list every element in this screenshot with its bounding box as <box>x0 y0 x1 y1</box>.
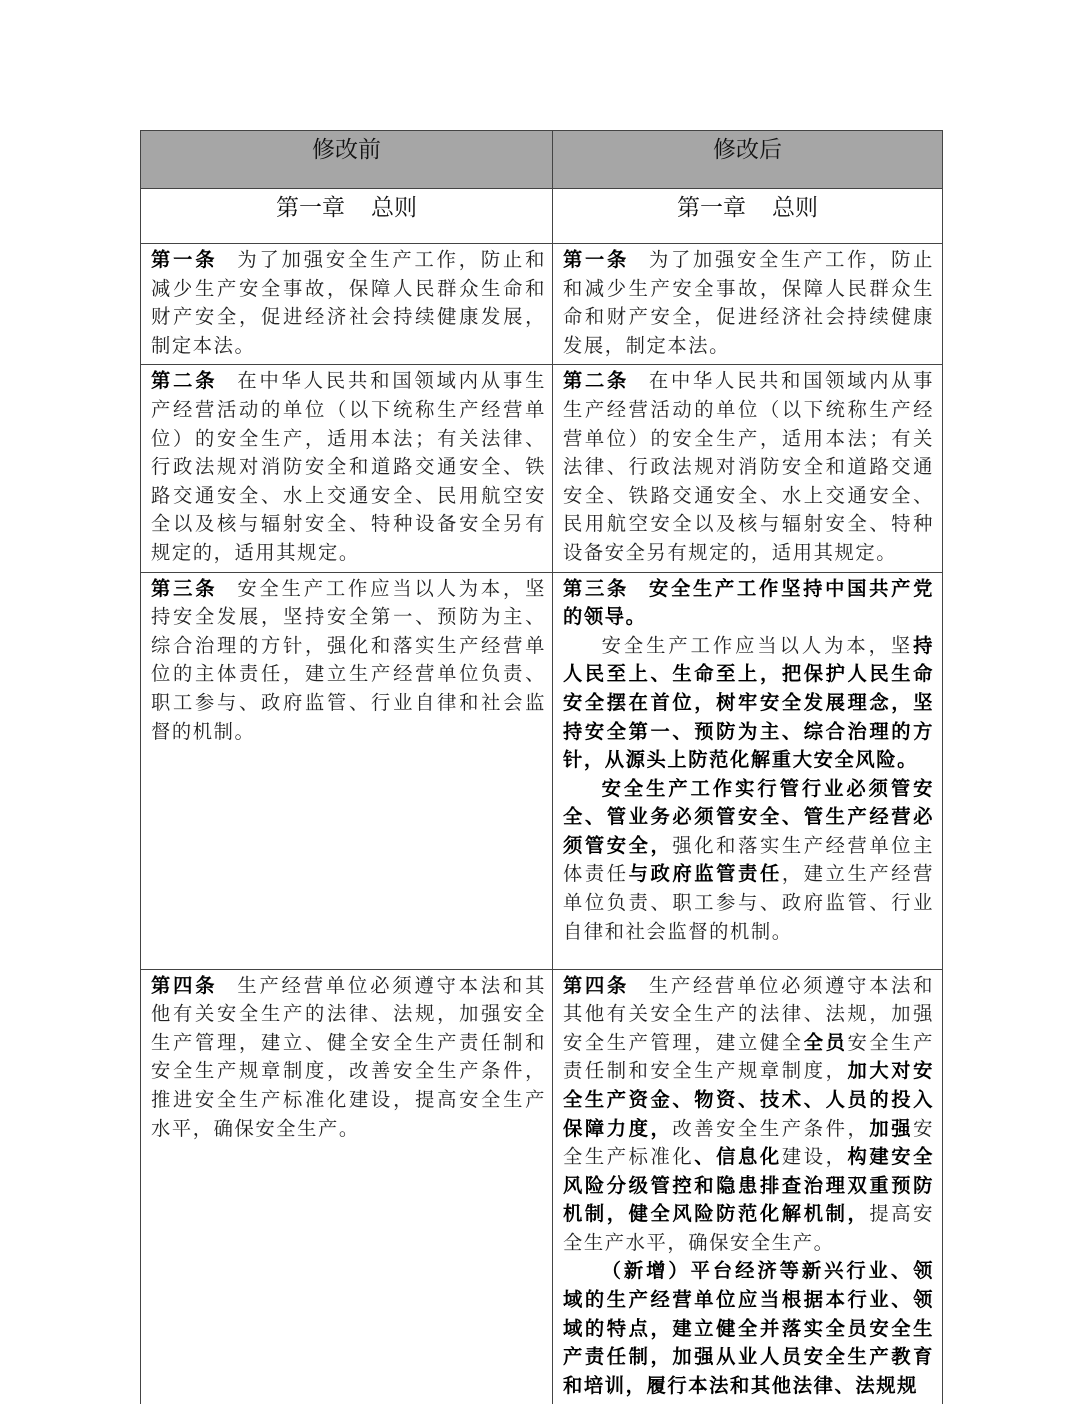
added-text: 全员 <box>803 1030 848 1054</box>
article-after <box>553 572 943 969</box>
article-number: 第一条 <box>563 248 630 271</box>
article-text: 安全生产责任制和安全生产规章制度， <box>563 1030 934 1083</box>
table-row <box>141 969 943 1404</box>
article-number: 第三条 <box>563 576 630 600</box>
chapter-number: 第一章 <box>276 195 345 221</box>
article-number: 第二条 <box>563 369 630 393</box>
header-before: 修改前 <box>141 131 553 189</box>
article-paragraph <box>563 972 934 1258</box>
article-text: 安全生产标准化 <box>563 1116 934 1169</box>
table-row <box>141 365 943 572</box>
article-text: ，建立生产经营单位负责、职工参与、政府监管、行业自律和社会监督的机制。 <box>563 862 934 943</box>
article-paragraph <box>563 775 934 947</box>
article-before <box>141 572 553 969</box>
header-after: 修改后 <box>553 131 943 189</box>
article-after <box>553 365 943 572</box>
chapter-title: 总则 <box>772 195 818 221</box>
comparison-table <box>140 130 943 1404</box>
article-text: 强化和落实生产经营单位主体责任 <box>563 833 935 886</box>
article-text: 安全生产工作应当以人为本，坚持安全发展，坚持安全第一、预防为主、综合治理的方针，强化和落实生产经营单位的主体责任，建立生产经营单位负责、职工参与、政府监管、行业自律和社会监督的机制。 <box>151 576 546 743</box>
article-text: 生产经营单位必须遵守本法和其他有关安全生产的法律、法规，加强安全生产管理，建立健全 <box>563 973 934 1054</box>
article-number: 第一条 <box>151 248 218 271</box>
article-text: 改善安全生产条件， <box>672 1116 870 1140</box>
article-text: 为了加强安全生产工作，防止和减少生产安全事故，保障人民群众生命和财产安全，促进经济社会持续健康发展，制定本法。 <box>151 248 546 357</box>
added-text: （新增）平台经济等新兴行业、领域的生产经营单位应当根据本行业、领域的特点，建立健全并落实全员安全生产责任制，加强从业人员安全生产教育和培训，履行本法和其他法律、法规规 <box>563 1259 934 1397</box>
article-text: 提高安全生产水平，确保安全生产。 <box>563 1202 934 1254</box>
article-before <box>141 969 553 1404</box>
added-text: 与政府监管责任 <box>628 862 782 886</box>
chapter-heading-before <box>141 189 553 244</box>
article-number: 第二条 <box>151 369 218 393</box>
chapter-number: 第一章 <box>677 195 746 221</box>
article-text: 安全生产工作应当以人为本，坚 <box>601 633 914 657</box>
added-text: 构建安全风险分级管控和隐患排查治理双重预防机制，健全风险防范化解机制， <box>563 1145 934 1226</box>
added-text: 安全生产工作实行管行业必须管安全、管业务必须管安全、管生产经营必须管安全， <box>563 776 934 857</box>
article-after <box>553 244 943 365</box>
article-before <box>141 365 553 572</box>
article-text: 在中华人民共和国领域内从事生产经营活动的单位（以下统称生产经营单位）的安全生产，适用本法；有关法律、行政法规对消防安全和道路交通安全、铁路交通安全、水上交通安全、民用航空安全以及核与辐射安全、特种设备安全另有规定的，适用其规定。 <box>151 369 546 564</box>
added-text: 持人民至上、生命至上，把保护人民生命安全摆在首位，树牢安全发展理念，坚持安全第一、预防为主、综合治理的方针，从源头上防范化解重大安全风险。 <box>563 633 934 772</box>
article-text: 在中华人民共和国领域内从事生产经营活动的单位（以下统称生产经营单位）的安全生产，适用本法；有关法律、行政法规对消防安全和道路交通安全、铁路交通安全、水上交通安全、民用航空安全以及核与辐射安全、特种设备安全另有规定的，适用其规定。 <box>563 369 934 564</box>
added-text: 加强 <box>869 1116 914 1140</box>
article-paragraph <box>563 632 934 775</box>
article-after <box>553 969 943 1404</box>
article-paragraph <box>563 1257 934 1400</box>
chapter-title: 总则 <box>371 195 417 221</box>
added-text: 、信息化 <box>694 1145 782 1169</box>
article-text: 生产经营单位必须遵守本法和其他有关安全生产的法律、法规，加强安全生产管理，建立、健全安全生产责任制和安全生产规章制度，改善安全生产条件，推进安全生产标准化建设，提高安全生产水平，确保安全生产。 <box>151 973 546 1140</box>
article-text: 建设， <box>781 1145 848 1169</box>
article-number: 第四条 <box>151 973 218 997</box>
article-text: 为了加强安全生产工作，防止和减少生产安全事故，保障人民群众生命和财产安全，促进经济社会持续健康发展，制定本法。 <box>563 248 934 357</box>
article-number: 第三条 <box>151 576 218 600</box>
chapter-heading-after <box>553 189 943 244</box>
article-number: 第四条 <box>563 973 630 997</box>
table-row <box>141 244 943 365</box>
article-before <box>141 244 553 365</box>
added-text: 安全生产工作坚持中国共产党的领导。 <box>563 576 934 629</box>
article-paragraph <box>563 575 934 632</box>
added-text: 加大对安全生产资金、物资、技术、人员的投入保障力度， <box>563 1059 934 1140</box>
table-row <box>141 572 943 969</box>
